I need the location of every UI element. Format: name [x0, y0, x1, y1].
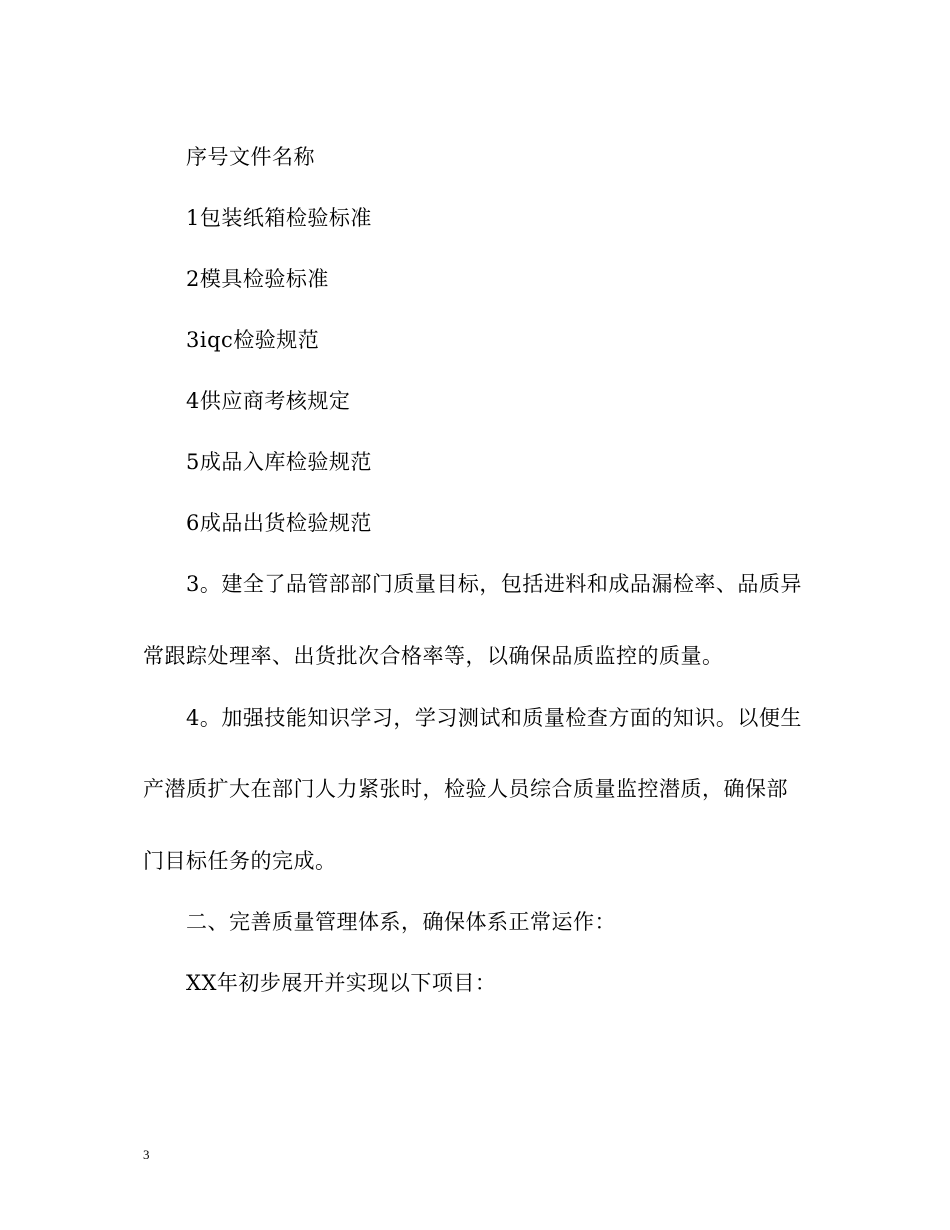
section-2-intro: XX年初步展开并实现以下项目：	[186, 971, 497, 995]
paragraph-3-line-2: 常跟踪处理率、出货批次合格率等，以确保品质监控的质量。	[143, 644, 724, 668]
list-item: 4供应商考核规定	[186, 389, 351, 413]
list-item: 1包装纸箱检验标准	[186, 206, 372, 230]
paragraph-4-line-1: 4。加强技能知识学习，学习测试和质量检查方面的知识。以便生	[186, 706, 802, 730]
list-item: 3iqc检验规范	[186, 328, 320, 352]
paragraph-3-line-1: 3。建全了品管部部门质量目标，包括进料和成品漏检率、品质异	[186, 572, 802, 596]
page-number: 3	[143, 1147, 150, 1162]
list-item: 5成品入库检验规范	[186, 450, 372, 474]
list-item: 2模具检验标准	[186, 267, 329, 291]
paragraph-4-line-2: 产潜质扩大在部门人力紧张时，检验人员综合质量监控潜质，确保部	[143, 777, 788, 801]
list-header: 序号文件名称	[186, 145, 315, 169]
section-2-heading: 二、完善质量管理体系，确保体系正常运作：	[186, 910, 616, 934]
paragraph-4-line-3: 门目标任务的完成。	[143, 849, 337, 873]
list-item: 6成品出货检验规范	[186, 511, 372, 535]
